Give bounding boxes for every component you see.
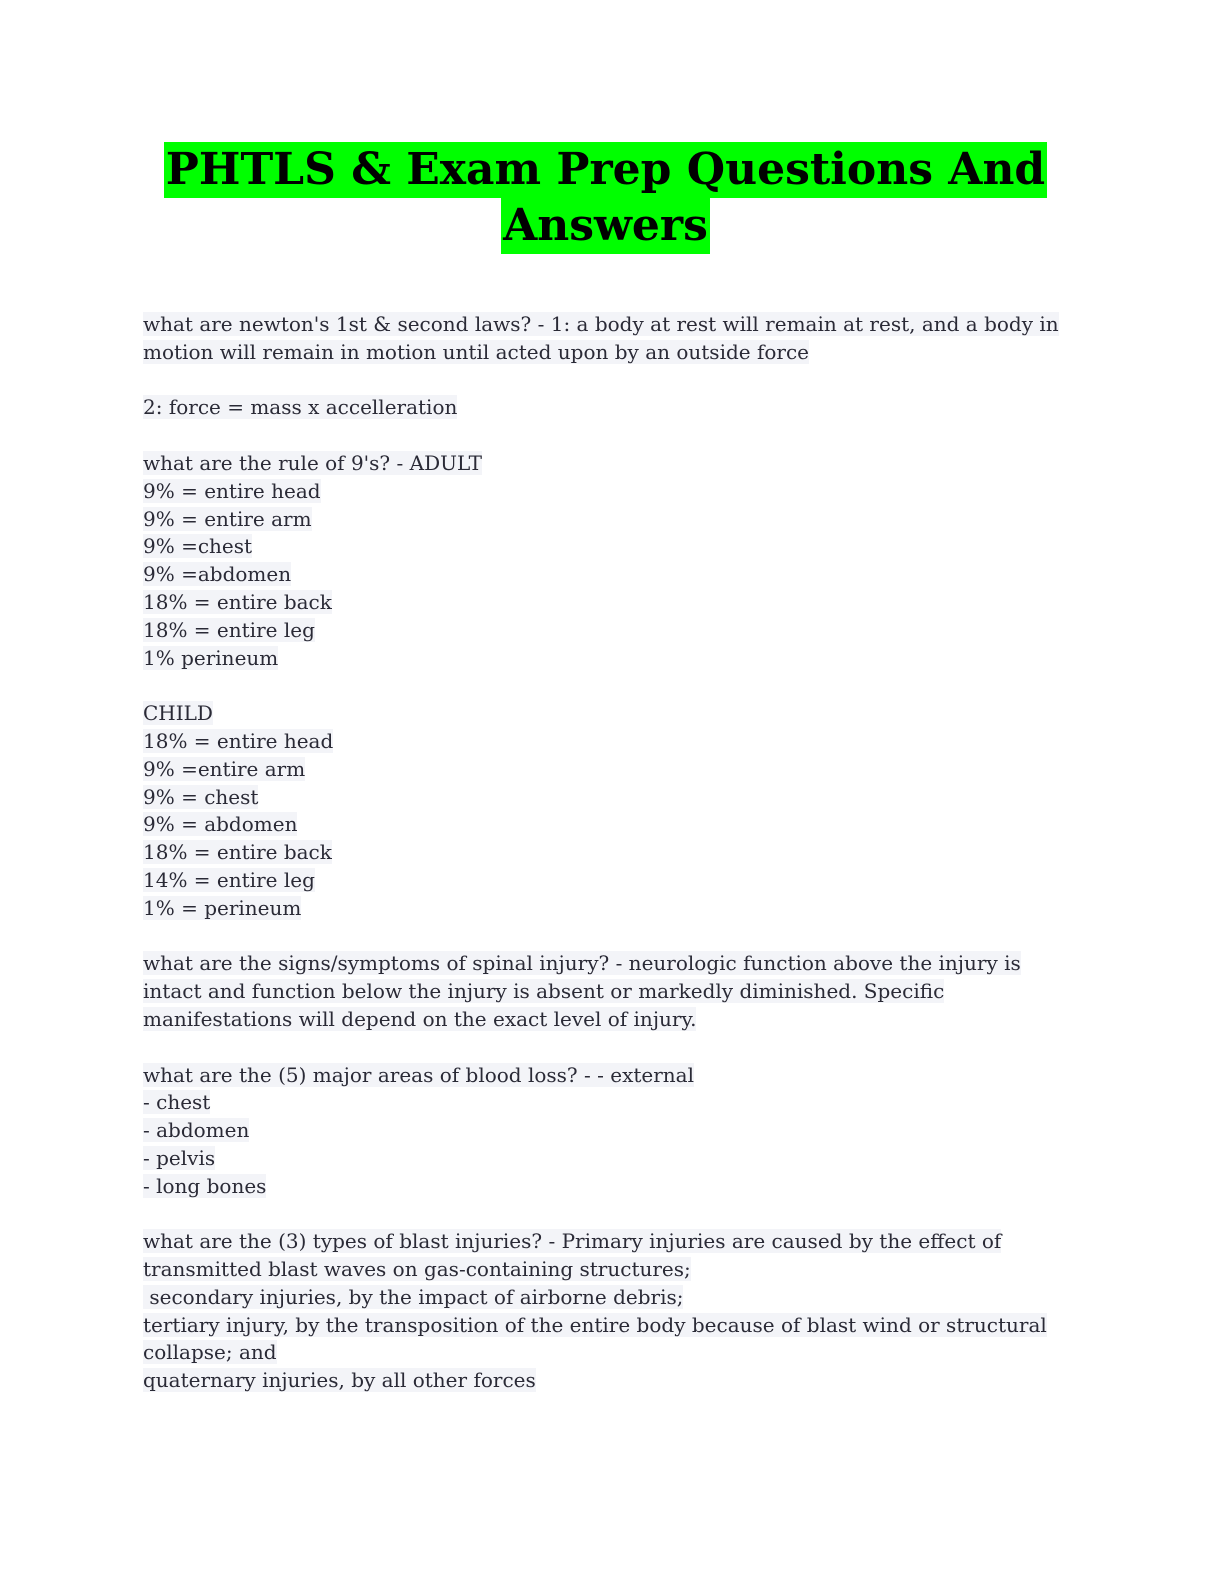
list-item: 9% =chest bbox=[143, 534, 253, 559]
qa-blood-loss bbox=[143, 1062, 1053, 1201]
qa-blast-injuries bbox=[143, 1228, 1053, 1395]
qa-newton-second bbox=[143, 394, 1053, 422]
text-line: transmitted blast waves on gas-containing structures; bbox=[143, 1257, 691, 1282]
list-item: 9% =entire arm bbox=[143, 756, 306, 781]
list-item: 18% = entire head bbox=[143, 728, 334, 753]
list-item: 18% = entire back bbox=[143, 589, 332, 614]
text-line: what are the (3) types of blast injuries? - Primary injuries are caused by the effect of bbox=[143, 1229, 1002, 1254]
text-line: tertiary injury, by the transposition of the entire body because of blast wind or structural bbox=[143, 1312, 1047, 1337]
text-line: intact and function below the injury is absent or markedly diminished. Specific bbox=[143, 979, 945, 1004]
list-item: 18% = entire leg bbox=[143, 617, 315, 642]
list-item: 9% = abdomen bbox=[143, 812, 298, 837]
list-item: - chest bbox=[143, 1090, 211, 1115]
list-item: 9% = chest bbox=[143, 784, 259, 809]
title-line-2: Answers bbox=[501, 198, 710, 254]
list-item: 1% = perineum bbox=[143, 895, 302, 920]
question-line: what are the rule of 9's? - ADULT bbox=[143, 450, 482, 475]
list-item: 9% = entire head bbox=[143, 478, 321, 503]
document-title bbox=[143, 142, 1068, 254]
text-line: what are newton's 1st & second laws? - 1: a body at rest will remain at rest, and a body in bbox=[143, 312, 1059, 336]
text-line: collapse; and bbox=[143, 1340, 277, 1365]
list-item: 9% = entire arm bbox=[143, 506, 312, 531]
qa-rule-of-nines-adult bbox=[143, 450, 1053, 672]
qa-newton bbox=[143, 311, 1059, 367]
text-line: motion will remain in motion until acted upon by an outside force bbox=[143, 339, 810, 364]
text-line: manifestations will depend on the exact level of injury. bbox=[143, 1006, 697, 1031]
list-item: 1% perineum bbox=[143, 645, 279, 670]
qa-rule-of-nines-child bbox=[143, 700, 1053, 922]
qa-spinal-injury bbox=[143, 950, 1053, 1033]
text-line: what are the signs/symptoms of spinal injury? - neurologic function above the injury is bbox=[143, 951, 1021, 976]
text-line: secondary injuries, by the impact of airborne debris; bbox=[143, 1284, 684, 1309]
list-item: - abdomen bbox=[143, 1118, 250, 1143]
text-line: 2: force = mass x accelleration bbox=[143, 395, 458, 420]
section-heading: CHILD bbox=[143, 701, 213, 726]
text-line: quaternary injuries, by all other forces bbox=[143, 1368, 536, 1393]
list-item: - pelvis bbox=[143, 1145, 216, 1170]
list-item: - long bones bbox=[143, 1173, 267, 1198]
list-item: 9% =abdomen bbox=[143, 562, 292, 587]
list-item: 18% = entire back bbox=[143, 840, 332, 865]
title-line-1: PHTLS & Exam Prep Questions And bbox=[164, 142, 1047, 198]
qa-body bbox=[143, 311, 1059, 1423]
question-line: what are the (5) major areas of blood loss? - - external bbox=[143, 1062, 694, 1087]
list-item: 14% = entire leg bbox=[143, 867, 315, 892]
